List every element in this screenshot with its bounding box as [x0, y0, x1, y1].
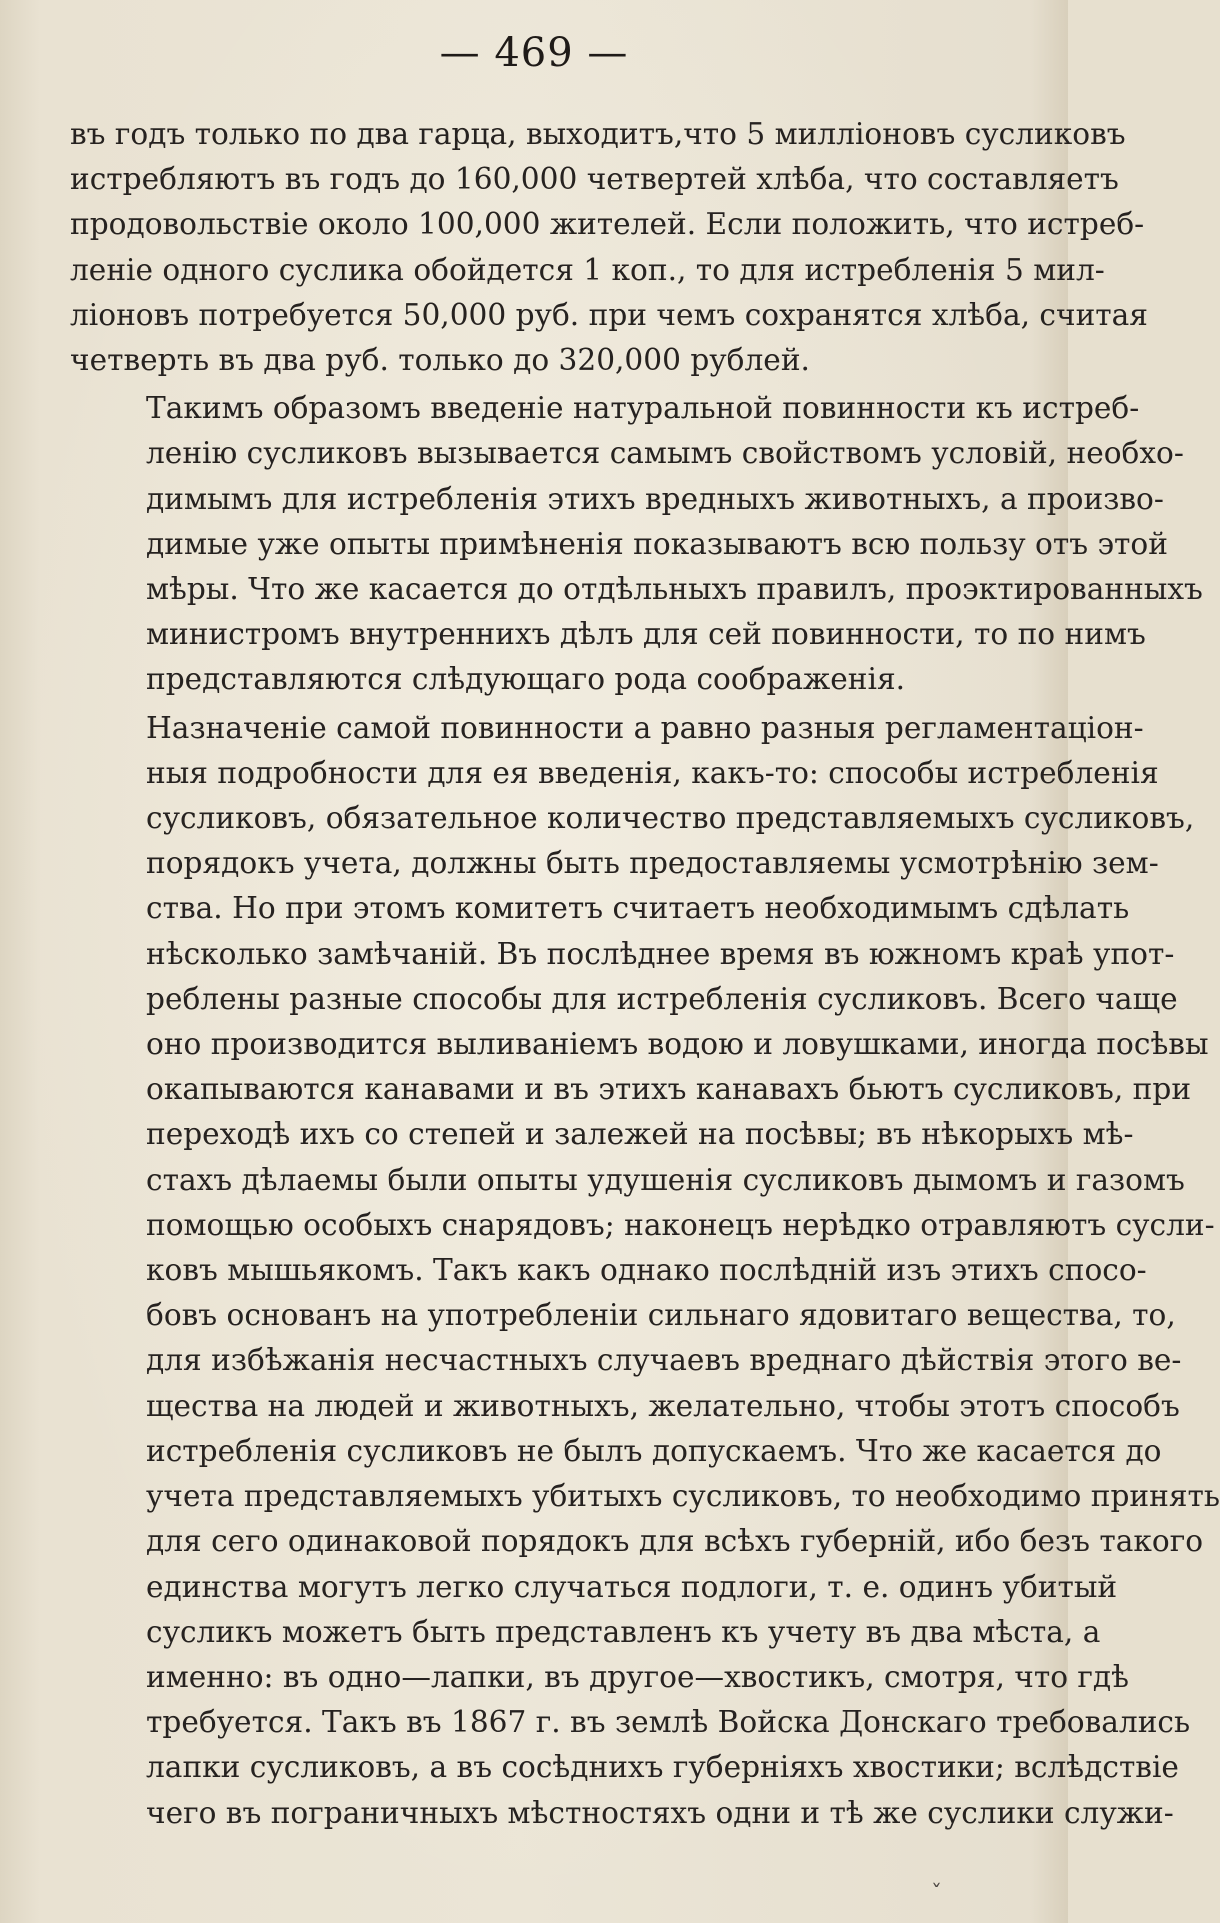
text-line: для избѣжанія несчастныхъ случаевъ вреднаго дѣйствія этого ве-: [146, 1343, 1182, 1378]
text-line: истребляютъ въ годъ до 160,000 четвертей хлѣба, что составляетъ: [70, 162, 1119, 197]
text-line: представляются слѣдующаго рода соображенія.: [146, 662, 906, 697]
text-line: ства. Но при этомъ комитетъ считаетъ необходимымъ сдѣлать: [146, 891, 1130, 926]
paragraph-2: [70, 386, 1203, 702]
text-line: стахъ дѣлаемы были опыты удушенія сусликовъ дымомъ и газомъ: [146, 1162, 1185, 1197]
text-line: требуется. Такъ въ 1867 г. въ землѣ Войска Донскаго требовались: [146, 1705, 1191, 1740]
text-line: бовъ основанъ на употребленіи сильнаго ядовитаго вещества, то,: [146, 1298, 1176, 1333]
text-line: щества на людей и животныхъ, желательно, чтобы этотъ способъ: [146, 1388, 1180, 1423]
text-line: истребленія сусликовъ не былъ допускаемъ. Что же касается до: [146, 1433, 1162, 1468]
body-text: [70, 112, 1220, 1836]
text-line: единства могутъ легко случаться подлоги, т. е. одинъ убитый: [146, 1569, 1118, 1604]
text-line: порядокъ учета, должны быть предоставляемы усмотрѣнію зем-: [146, 846, 1159, 881]
text-line: леніе одного суслика обойдется 1 коп., то для истребленія 5 мил-: [70, 252, 1105, 287]
text-line: сусликъ можетъ быть представленъ къ учету въ два мѣста, а: [146, 1614, 1101, 1649]
text-line: димымъ для истребленія этихъ вредныхъ животныхъ, а произво-: [146, 481, 1164, 516]
text-line: окапываются канавами и въ этихъ канавахъ бьютъ сусликовъ, при: [146, 1072, 1192, 1107]
print-mark: ˇ: [931, 1882, 942, 1907]
text-line: министромъ внутреннихъ дѣлъ для сей повинности, то по нимъ: [146, 617, 1146, 652]
text-line: Такимъ образомъ введеніе натуральной повинности къ истреб-: [146, 391, 1140, 426]
text-line: ленію сусликовъ вызывается самымъ свойствомъ условій, необхо-: [146, 436, 1184, 471]
text-line: оно производится выливаніемъ водою и ловушками, иногда посѣвы: [146, 1027, 1209, 1062]
text-line: чего въ пограничныхъ мѣстностяхъ одни и тѣ же суслики служи-: [146, 1795, 1174, 1830]
text-line: Назначеніе самой повинности а равно разныя регламентаціон-: [146, 710, 1144, 745]
text-line: для сего одинаковой порядокъ для всѣхъ губерній, ибо безъ такого: [146, 1524, 1204, 1559]
paragraph-1: [70, 112, 1148, 383]
text-line: именно: въ одно—лапки, въ другое—хвостикъ, смотря, что гдѣ: [146, 1659, 1129, 1694]
page-number: — 469 —: [439, 30, 629, 76]
paragraph-3: [70, 706, 1220, 1836]
text-line: помощью особыхъ снарядовъ; наконецъ нерѣдко отравляютъ сусли-: [146, 1207, 1215, 1242]
text-line: реблены разные способы для истребленія сусликовъ. Всего чаще: [146, 981, 1178, 1016]
text-line: ныя подробности для ея введенія, какъ-то: способы истребленія: [146, 755, 1159, 790]
text-line: продовольствіе около 100,000 жителей. Если положить, что истреб-: [70, 207, 1145, 242]
text-line: четверть въ два руб. только до 320,000 рублей.: [70, 343, 810, 378]
text-line: нѣсколько замѣчаній. Въ послѣднее время въ южномъ краѣ упот-: [146, 936, 1175, 971]
text-line: ковъ мышьякомъ. Такъ какъ однако послѣдній изъ этихъ спосо-: [146, 1253, 1147, 1288]
text-line: сусликовъ, обязательное количество представляемыхъ сусликовъ,: [146, 801, 1195, 836]
text-line: ліоновъ потребуется 50,000 руб. при чемъ сохранятся хлѣба, считая: [70, 297, 1148, 332]
text-line: мѣры. Что же касается до отдѣльныхъ правилъ, проэктированныхъ: [146, 572, 1203, 607]
text-line: въ годъ только по два гарца, выходитъ,что 5 милліоновъ сусликовъ: [70, 117, 1126, 151]
text-line: учета представляемыхъ убитыхъ сусликовъ, то необходимо принять: [146, 1479, 1220, 1514]
text-line: димые уже опыты примѣненія показываютъ всю пользу отъ этой: [146, 526, 1168, 561]
text-line: переходѣ ихъ со степей и залежей на посѣвы; въ нѣкорыхъ мѣ-: [146, 1117, 1134, 1152]
text-line: лапки сусликовъ, а въ сосѣднихъ губерніяхъ хвостики; вслѣдствіе: [146, 1750, 1179, 1785]
